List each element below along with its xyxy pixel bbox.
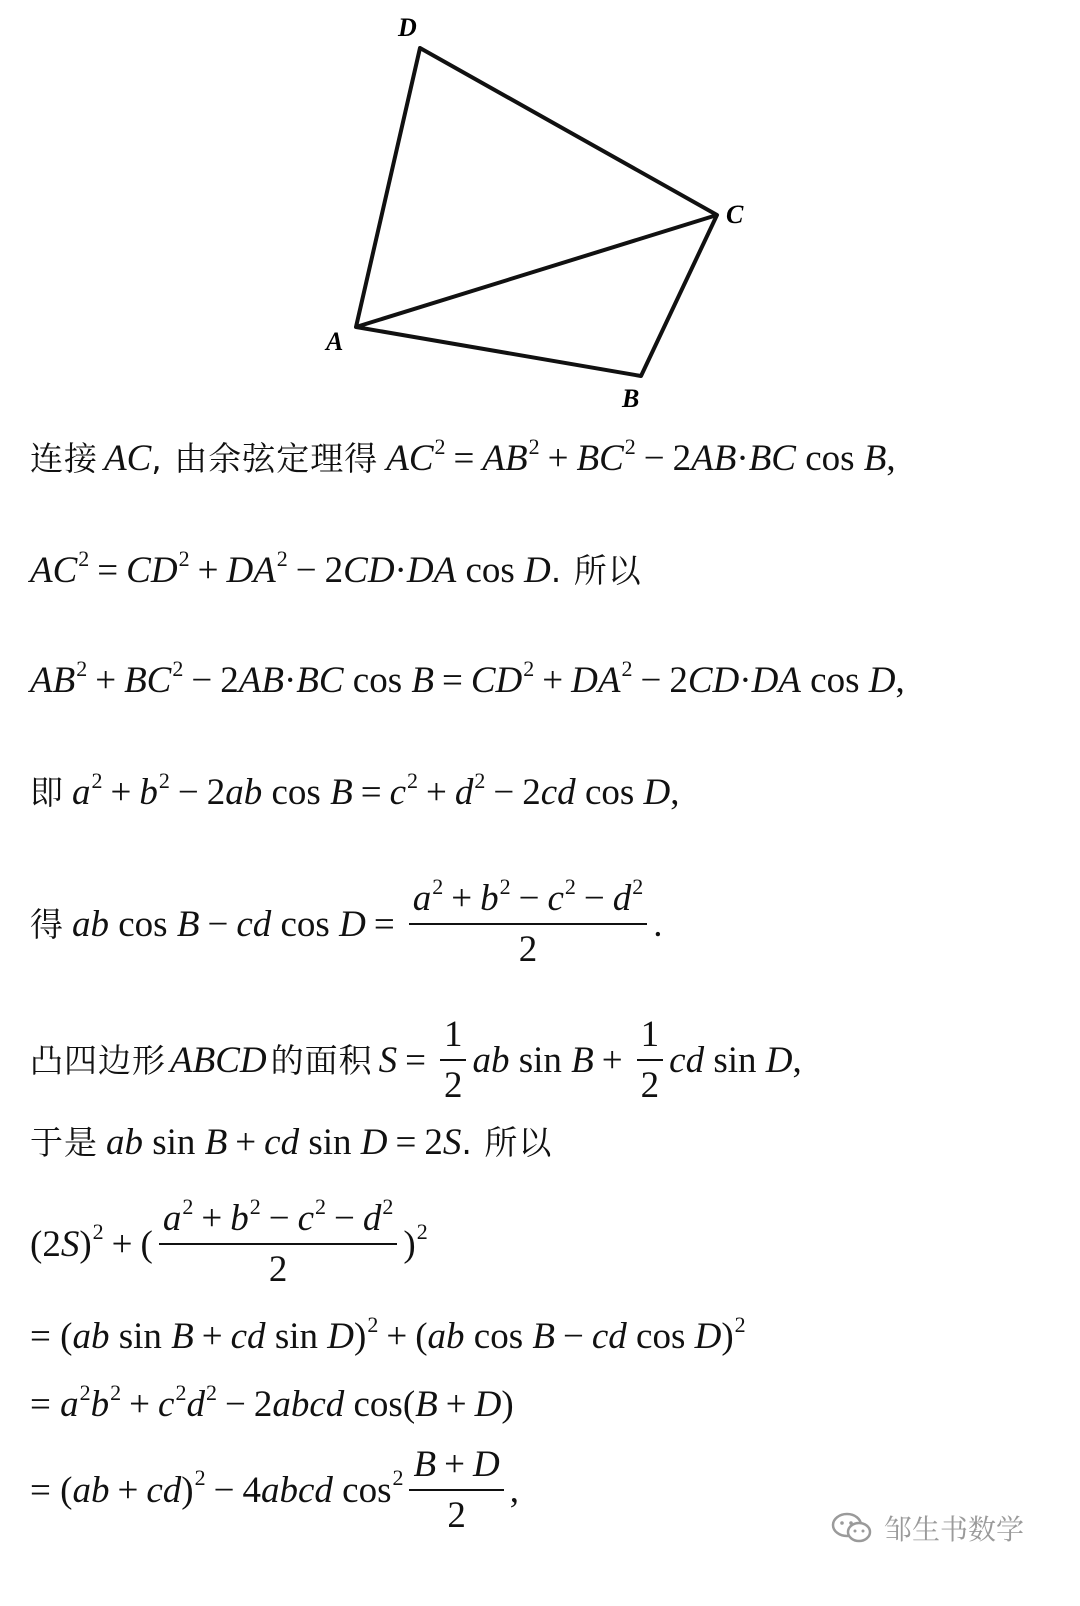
- proof-line-10: [30, 1379, 514, 1425]
- formula-sin-sum: ab sin B + cd sin D = 2S: [106, 1122, 462, 1163]
- quadrilateral-name: ABCD: [170, 1039, 267, 1081]
- vertex-label-c: C: [726, 200, 744, 229]
- fraction-one-half-2: $\frac{1}{2}$: [637, 1016, 664, 1104]
- formula-cos-sum: = $a^2b^2 + c^2d^2$ − 2abcd cos(B + D): [30, 1379, 514, 1425]
- diagonal-ac: [356, 215, 717, 327]
- formula-sides-relation: $a^2 + b^2 - 2ab$ $\cos B = c^2 + d^2 - 2cd$ cos D,: [72, 767, 680, 813]
- vertex-label-d: D: [398, 13, 417, 42]
- formula-2s-squared: $(2S)^2$ + (: [30, 1219, 153, 1265]
- text-obtain: 得: [30, 904, 64, 944]
- fraction-sum-squares-over-2: $\frac{a^2 + b^2 - c^2 - d^2}{2}$: [409, 880, 648, 968]
- text-namely: 即: [30, 773, 64, 812]
- formula-cos-difference: ab cos B − cd cos D =: [72, 903, 395, 945]
- quadrilateral-figure: [0, 0, 1080, 420]
- proof-line-8: $(2S)^2$ + ( $\frac{a^2 + b^2 - c^2 - d^2}{2}$ )$^2$: [30, 1193, 428, 1290]
- proof-line-9: [30, 1311, 746, 1357]
- proof-line-1: [30, 433, 896, 479]
- formula-ac-squared-b: $AC^2 = AB^2 + BC^2 - 2AB\cdot BC$ cos B,: [386, 433, 896, 479]
- proof-line-4: [30, 767, 680, 813]
- formula-final: = (ab + cd)$^2$ − 4abcd $\cos^2$: [30, 1465, 404, 1511]
- formula-expand-squares: = (ab sin B + cd sin D)$^2$ + (ab cos B − cd cos D)$^2$: [30, 1311, 746, 1357]
- text-area-of: 的面积: [270, 1040, 373, 1080]
- proof-line-3: [30, 655, 905, 701]
- fraction-one-half-1: $\frac{1}{2}$: [440, 1016, 467, 1104]
- formula-ac-squared-d: $AC^2 = CD^2 + DA^2 - 2CD\cdot DA$ cos D: [30, 545, 551, 591]
- text-therefore-2: . 所以: [461, 1123, 553, 1162]
- vertex-label-b: B: [622, 384, 640, 413]
- formula-equate-cosines: $AB^2 + BC^2 - 2AB\cdot BC$ $\cos B = CD^2 + DA^2 - 2CD\cdot DA$ cos D,: [30, 655, 905, 701]
- quadrilateral-outline: [356, 48, 717, 376]
- text-law-of-cosines: , 由余弦定理得: [151, 439, 379, 478]
- text-convex-quadrilateral: 凸四边形: [30, 1040, 166, 1080]
- proof-line-7: [30, 1124, 552, 1161]
- watermark: [830, 1508, 1024, 1548]
- segment-ac: AC: [104, 438, 152, 479]
- formula-area-s: S =: [378, 1039, 426, 1081]
- proof-line-6: 凸四边形 ABCD 的面积 S = $\frac{1}{2}$ ab sin B + $\frac{1}{2}$ cd sin D,: [30, 1014, 802, 1106]
- text-hence: 于是: [30, 1123, 98, 1162]
- text-therefore-1: . 所以: [550, 551, 642, 590]
- wechat-icon: [830, 1510, 874, 1546]
- fraction-sum-squares-over-2-b: $\frac{a^2 + b^2 - c^2 - d^2}{2}$: [159, 1200, 398, 1288]
- proof-line-5: 得 ab cos B − cd cos D = $\frac{a^2 + b^2 - c^2 - d^2}{2}$ .: [30, 873, 663, 970]
- watermark-text: 邹生书数学: [884, 1513, 1025, 1546]
- fraction-b-plus-d-over-2: $\frac{B + D}{2}$: [409, 1446, 503, 1534]
- proof-line-2: [30, 545, 642, 591]
- text-connect: 连接: [30, 439, 98, 478]
- proof-line-11: = (ab + cd)$^2$ − 4abcd $\cos^2$ $\frac{B + D}{2}$ ,: [30, 1444, 519, 1536]
- vertex-label-a: A: [326, 327, 344, 356]
